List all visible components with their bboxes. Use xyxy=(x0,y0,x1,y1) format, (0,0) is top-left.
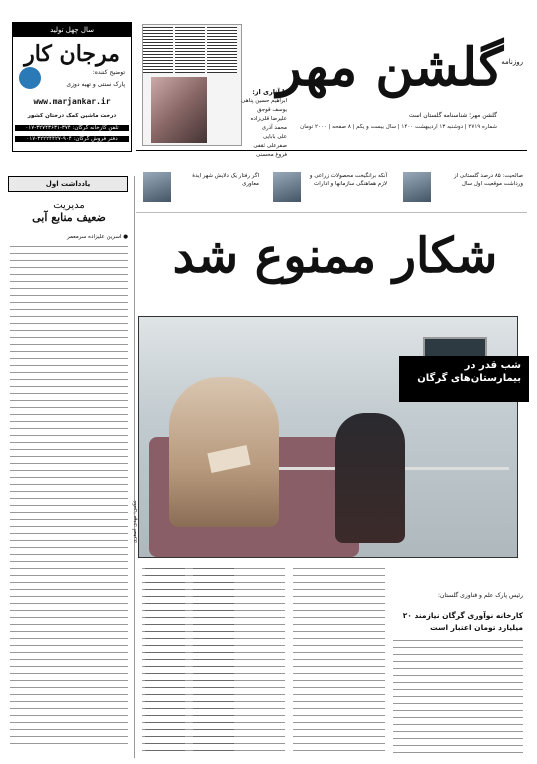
teaser-photo xyxy=(273,172,301,202)
contributor-name: فروغ محسنی xyxy=(256,152,287,158)
photo-caption-box xyxy=(399,356,529,402)
teaser-text: آنکه برانگیخت محصولات زراعی و لازم هماهنگی سازمانها و ادارات xyxy=(309,173,387,187)
ad-url[interactable]: www.marjankar.ir xyxy=(33,97,111,106)
masthead-rule xyxy=(136,150,527,151)
caption-line-1: شب قدر در xyxy=(464,360,521,371)
ad-phone-factory: تلفن کارخانه گرگان: ۳۷۴-۳۲۷۴۳۶۳۱-۰۱۷ xyxy=(15,125,129,131)
masthead-subtitle: گلشن مهر؛ شناسنامه گلستان است xyxy=(408,112,497,119)
ad-description: پارک سنتی و تهیه دوزی xyxy=(66,81,125,88)
ad-brand: مرجان کار xyxy=(24,41,120,67)
thumbnail-page xyxy=(143,27,173,73)
ad-phone-sales: دفتر فروش گرگان: ۹۰۴-۳۲۲۲۴۴۲۷-۰۱۷ xyxy=(15,136,129,142)
contributor-name: علیرضا قلی‌زاده xyxy=(250,116,287,122)
story-text-column xyxy=(393,640,523,754)
editorial-column xyxy=(10,176,128,764)
masthead-logo: گلشن مهر xyxy=(276,37,504,98)
bottom-story-headline[interactable]: کارخانه نوآوری گرگان نیازمند ۲۰ میلیارد تومان اعتبار است xyxy=(402,611,523,632)
teaser-photo xyxy=(143,172,171,202)
column-body-text xyxy=(10,246,128,746)
column-subtitle: ضعیف منابع آبی xyxy=(32,211,106,224)
contributor-name: یوسف قوجق xyxy=(257,107,287,113)
main-photo[interactable] xyxy=(138,316,518,558)
bottom-story-kicker: رئیس پارک علم و فناوری گلستان: xyxy=(437,592,523,599)
patient-sitting xyxy=(335,413,405,543)
ad-distributor: توضیح کننده: xyxy=(92,69,125,76)
contributor-name: ابراهیم حسین پناهی xyxy=(241,98,287,104)
contributor-name: علی بابایی xyxy=(263,134,287,140)
column-divider xyxy=(134,176,135,758)
teaser-text: اگر رفتار یک دلایش شهر ایدهٔ معاوری xyxy=(192,173,259,187)
ad-address: درخت ماشین کمک درختان کشور xyxy=(27,113,117,119)
teaser-item[interactable] xyxy=(141,172,259,204)
contributor-name: محمد آذری xyxy=(261,125,287,131)
thumbnail-page xyxy=(207,27,237,73)
teaser-item[interactable] xyxy=(267,172,387,204)
main-headline[interactable]: شکار ممنوع شد xyxy=(172,228,498,284)
story-text-column xyxy=(293,568,385,754)
advertisement-box[interactable] xyxy=(12,22,132,152)
contributor-name: صفرعلی ثقفی xyxy=(253,143,287,149)
page-thumbnails[interactable] xyxy=(142,24,242,146)
caption-line-2: بیمارستان‌های گرگان xyxy=(417,373,521,384)
daily-label: روزنامه xyxy=(501,58,523,66)
contributors-title: با آثاری از: xyxy=(252,88,287,96)
teaser-item[interactable] xyxy=(397,172,523,204)
teaser-text: صالحیت: ۸۵ درصد گلستانی از ورداشت موقعیت اول سال xyxy=(453,173,523,187)
column-title: مدیریت xyxy=(53,200,85,211)
teaser-photo xyxy=(403,172,431,202)
ad-top-banner: سال چهل تولید xyxy=(13,23,131,37)
story-text-column xyxy=(142,568,234,754)
portrait-photo xyxy=(151,77,207,143)
thumbnail-page xyxy=(175,27,205,73)
column-header: یادداشت اول xyxy=(8,176,128,192)
photo-credit: عکس: مهدی اصغری xyxy=(132,500,138,544)
company-logo-icon xyxy=(19,67,41,89)
issue-line: شماره ۲۷۱۹ | دوشنبه ۱۳ اردیبهشت ۱۴۰۰ | سال بیست و یکم | ۸ صفحه | ۲۰۰۰ تومان xyxy=(300,124,497,130)
column-author: ● اسرین علیزاده سرمعمر xyxy=(66,234,128,240)
teaser-rule xyxy=(136,212,527,213)
